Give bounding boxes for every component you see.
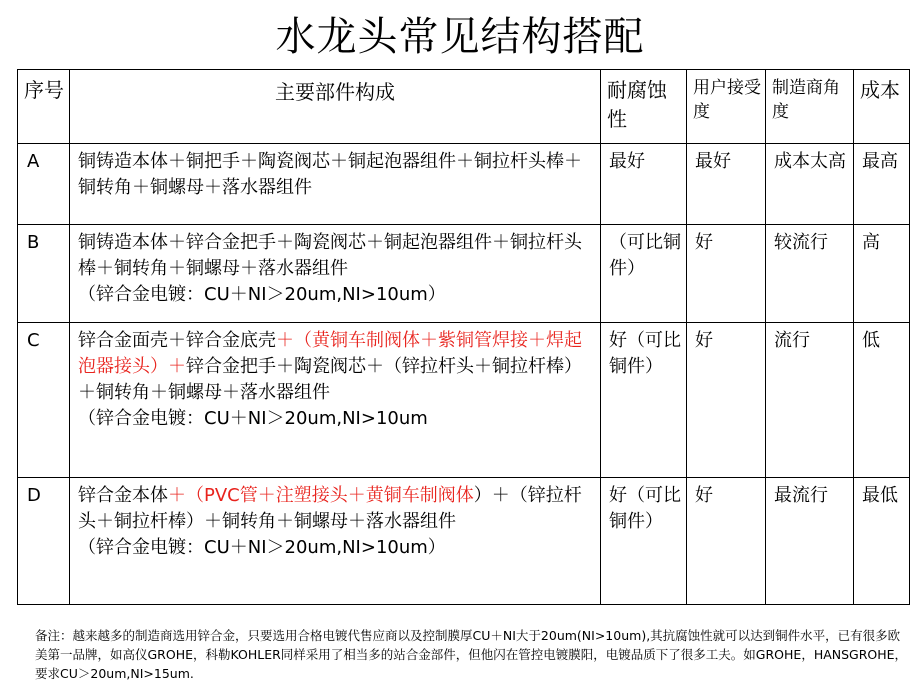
- row-maker-view: 最流行: [766, 478, 854, 605]
- composition-text: 铜铸造本体＋锌合金把手＋陶瓷阀芯＋铜起泡器组件＋铜拉杆头棒＋铜转角＋铜螺母＋落水器组件: [78, 232, 582, 279]
- composition-text-rest: ）＋（锌拉杆头＋铜拉杆棒）＋铜转角＋铜螺母＋落水器组件: [78, 485, 582, 532]
- row-index: D: [18, 478, 70, 605]
- structure-table: [17, 69, 910, 605]
- header-composition: 主要部件构成: [70, 70, 601, 144]
- row-maker-view: 较流行: [766, 225, 854, 323]
- header-maker-view: 制造商角度: [766, 70, 854, 144]
- row-user-acceptance: 好: [687, 323, 766, 478]
- composition-text: 铜铸造本体＋铜把手＋陶瓷阀芯＋铜起泡器组件＋铜拉杆头棒＋铜转角＋铜螺母＋落水器组件: [78, 151, 582, 198]
- row-corrosion: 好（可比铜件）: [601, 478, 687, 605]
- row-composition: [70, 225, 601, 323]
- plating-spec: （锌合金电镀：CU＋NI＞20um,NI>10um）: [78, 537, 446, 558]
- highlighted-parts: ＋（PVC管＋注塑接头＋黄铜车制阀体: [168, 485, 474, 506]
- table-row: [18, 144, 910, 225]
- row-index: A: [18, 144, 70, 225]
- page-title: 水龙头常见结构搭配: [275, 14, 645, 60]
- row-cost: 最高: [854, 144, 910, 225]
- composition-text: 锌合金面壳＋锌合金底壳: [78, 330, 276, 351]
- composition-text-rest: 锌合金把手＋陶瓷阀芯＋（锌拉杆头＋铜拉杆棒）＋铜转角＋铜螺母＋落水器组件: [78, 356, 582, 403]
- row-composition: [70, 323, 601, 478]
- plating-spec: （锌合金电镀：CU＋NI＞20um,NI>10um）: [78, 284, 446, 305]
- row-corrosion: （可比铜件）: [601, 225, 687, 323]
- row-composition: [70, 144, 601, 225]
- table-row: [18, 478, 910, 605]
- plating-spec: （锌合金电镀：CU＋NI＞20um,NI>10um: [78, 408, 428, 429]
- row-composition: [70, 478, 601, 605]
- header-corrosion: 耐腐蚀性: [601, 70, 687, 144]
- row-maker-view: 成本太高: [766, 144, 854, 225]
- header-cost: 成本: [854, 70, 910, 144]
- header-user-acceptance: 用户接受度: [687, 70, 766, 144]
- highlighted-parts: ＋（黄铜车制阀体＋紫铜管焊接＋焊起泡器接头）＋: [78, 330, 582, 377]
- composition-text: 锌合金本体: [78, 485, 168, 506]
- row-user-acceptance: 好: [687, 478, 766, 605]
- table-row: [18, 225, 910, 323]
- row-maker-view: 流行: [766, 323, 854, 478]
- row-corrosion: 最好: [601, 144, 687, 225]
- row-cost: 最低: [854, 478, 910, 605]
- row-cost: 高: [854, 225, 910, 323]
- row-user-acceptance: 好: [687, 225, 766, 323]
- header-index: 序号: [18, 70, 70, 144]
- row-user-acceptance: 最好: [687, 144, 766, 225]
- row-index: C: [18, 323, 70, 478]
- footnote: 备注：越来越多的制造商选用锌合金，只要选用合格电镀代售应商以及控制膜厚CU＋NI大于20um(NI>10um),其抗腐蚀性就可以达到铜件水平，已有很多欧美第一品牌，如高仪GROHE，科勒KOHLER同样采用了相当多的站合金部件，但他闪在管控电镀膜阳，电镀品质下了很多工夫。如GROHE，HANSGROHE，要求CU＞20um,NI>15um.: [35, 628, 908, 681]
- table-header-row: [18, 70, 910, 144]
- row-cost: 低: [854, 323, 910, 478]
- row-index: B: [18, 225, 70, 323]
- table-row: [18, 323, 910, 478]
- row-corrosion: 好（可比铜件）: [601, 323, 687, 478]
